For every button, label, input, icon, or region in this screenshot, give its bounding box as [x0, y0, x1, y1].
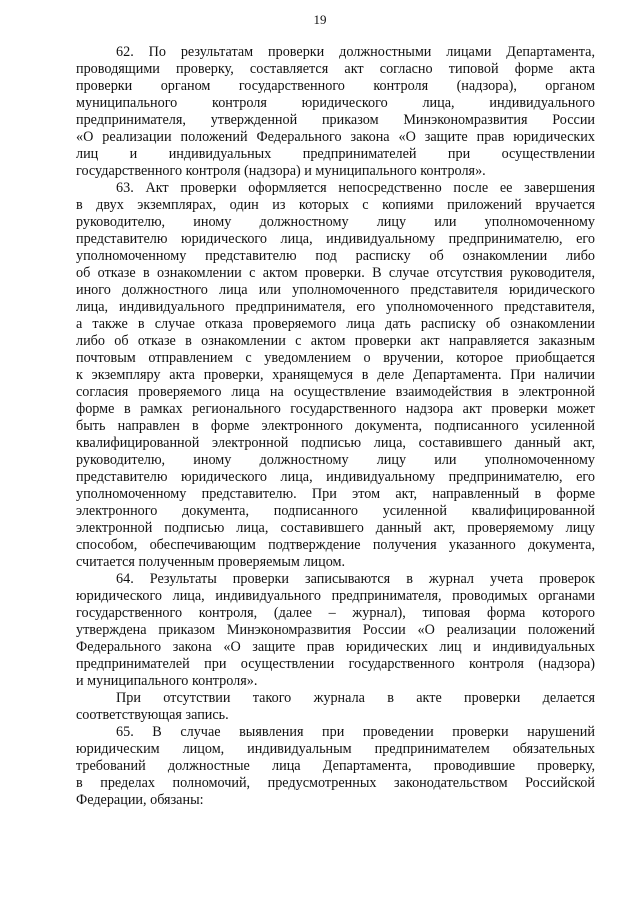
text-line: требований должностные лица Департамента, проводившие проверку,: [76, 758, 595, 774]
text-line: соответствующая запись.: [76, 707, 229, 723]
text-line: электронной подписью лица, составившего данный акт, проверяемому лицу: [76, 520, 595, 536]
text-line: 63. Акт проверки оформляется непосредственно после ее завершения: [116, 180, 595, 196]
text-line: Федерации, обязаны:: [76, 792, 204, 808]
text-line: проводящими проверку, составляется акт согласно типовой форме акта: [76, 61, 595, 77]
paragraph-p63: [76, 180, 595, 571]
text-line: об отказе в ознакомлении с актом проверки. В случае отсутствия руководителя,: [76, 265, 595, 281]
text-line: и муниципального контроля».: [76, 673, 258, 689]
text-line: руководителю, иному должностному лицу или уполномоченному: [76, 214, 595, 230]
page-number: 19: [313, 12, 327, 27]
text-line: 65. В случае выявления при проведении проверки нарушений: [116, 724, 595, 740]
text-line: либо об отказе в ознакомлении с актом проверки акт направляется заказным: [76, 333, 595, 349]
document-body: [76, 44, 595, 809]
text-line: способом, обеспечивающим подтверждение получения указанного документа,: [76, 537, 595, 553]
text-line: государственного контроля, (далее – журнал), типовая форма которого: [76, 605, 595, 621]
paragraph-p64: [76, 571, 595, 690]
text-line: в пределах полномочий, предусмотренных законодательством Российской: [76, 775, 595, 791]
text-line: 62. По результатам проверки должностными лицами Департамента,: [116, 44, 595, 60]
text-line: в двух экземплярах, один из которых с копиями приложений вручается: [76, 197, 595, 213]
text-line: муниципального контроля юридического лица, индивидуального: [76, 95, 595, 111]
text-line: иного должностного лица или уполномоченного представителя юридического: [76, 282, 595, 298]
text-line: 64. Результаты проверки записываются в журнал учета проверок: [116, 571, 595, 587]
text-line: юридическим лицом, индивидуальным предпринимателем обязательных: [76, 741, 595, 757]
text-line: «О реализации положений Федерального закона «О защите прав юридических: [76, 129, 595, 145]
text-line: считается полученным проверяемым лицом.: [76, 554, 346, 570]
paragraph-p64b: [76, 690, 595, 724]
text-line: форме в рамках регионального государственного надзора акт проверки может: [76, 401, 595, 417]
text-line: уполномоченному представителю под расписку об ознакомлении либо: [76, 248, 595, 264]
text-line: согласия проверяемого лица на осуществление взаимодействия в электронной: [76, 384, 595, 400]
text-line: лица, индивидуального предпринимателя, его уполномоченного представителя,: [76, 299, 595, 315]
text-line: руководителю, иному должностному лицу или уполномоченному: [76, 452, 595, 468]
text-line: электронного документа, подписанного усиленной квалифицированной: [76, 503, 595, 519]
text-line: предпринимателя, утвержденной приказом Минэкономразвития России: [76, 112, 595, 128]
text-line: государственного контроля (надзора) и муниципального контроля».: [76, 163, 486, 179]
text-line: представителю юридического лица, индивидуальному предпринимателю, его: [76, 469, 595, 485]
text-line: предпринимателей при осуществлении государственного контроля (надзора): [76, 656, 595, 672]
text-line: а также в случае отказа проверяемого лица дать расписку об ознакомлении: [76, 316, 595, 332]
text-line: быть направлен в форме электронного документа, подписанного усиленной: [76, 418, 595, 434]
text-line: проверки органом государственного контроля (надзора), органом: [76, 78, 595, 94]
text-line: утверждена приказом Минэкономразвития России «О реализации положений: [76, 622, 595, 638]
text-line: лиц и индивидуальных предпринимателей при осуществлении: [76, 146, 595, 162]
text-line: уполномоченному представителю. При этом акт, направленный в форме: [76, 486, 595, 502]
text-line: квалифицированной электронной подписью лица, составившего данный акт,: [76, 435, 595, 451]
text-line: к экземпляру акта проверки, хранящемуся в деле Департамента. При наличии: [76, 367, 595, 383]
text-line: юридического лица, индивидуального предпринимателя, проводимых органами: [76, 588, 595, 604]
paragraph-p62: [76, 44, 595, 180]
text-line: почтовым отправлением с уведомлением о вручении, которое приобщается: [76, 350, 595, 366]
text-line: При отсутствии такого журнала в акте проверки делается: [116, 690, 595, 706]
paragraph-p65: [76, 724, 595, 809]
text-line: представителю юридического лица, индивидуальному предпринимателю, его: [76, 231, 595, 247]
text-line: Федерального закона «О защите прав юридических лиц и индивидуальных: [76, 639, 595, 655]
